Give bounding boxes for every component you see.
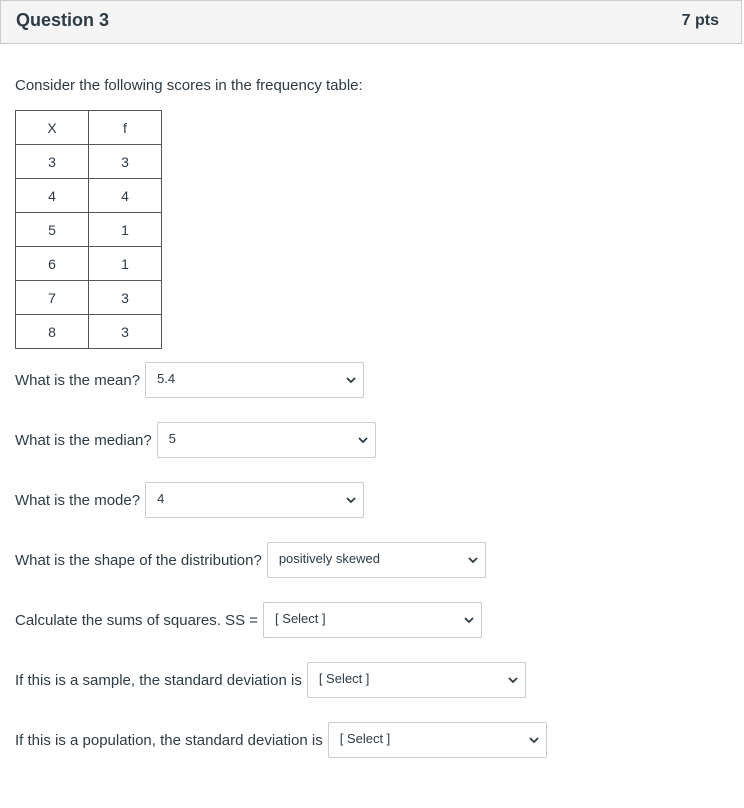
chevron-down-icon [346,375,356,385]
table-cell-x: 3 [16,145,89,179]
table-cell-f: 4 [89,179,162,213]
ss-select[interactable] [263,602,482,638]
ss-label: Calculate the sums of squares. SS = [15,611,259,629]
population-sd-label: If this is a population, the standard deviation is [15,731,323,749]
table-cell-x: 5 [16,213,89,247]
table-cell-f: 3 [89,281,162,315]
table-row [16,315,162,349]
frequency-table [15,110,162,349]
sample-sd-select[interactable] [307,662,526,698]
ss-question [15,601,482,639]
ss-selected-value: [ Select ] [275,611,326,626]
table-row [16,145,162,179]
question-intro: Consider the following scores in the frequency table: [15,77,363,94]
shape-select[interactable] [267,542,486,578]
chevron-down-icon [346,495,356,505]
chevron-down-icon [464,615,474,625]
shape-selected-value: positively skewed [278,551,380,566]
table-cell-x: 4 [16,179,89,213]
sample-sd-selected-value: [ Select ] [318,671,370,686]
question-points: 7 pts [681,12,719,29]
chevron-down-icon [508,675,518,685]
median-select[interactable] [157,422,376,458]
question-header [0,0,742,44]
table-row [16,213,162,247]
table-row [16,179,162,213]
table-cell-f: 3 [89,145,162,179]
chevron-down-icon [529,735,539,745]
shape-label: What is the shape of the distribution? [15,551,262,569]
table-cell-f: 1 [89,247,162,281]
median-label: What is the median? [15,431,152,449]
population-sd-select[interactable] [328,722,547,758]
population-sd-selected-value: [ Select ] [339,731,391,746]
table-cell-x: 7 [16,281,89,315]
chevron-down-icon [358,435,368,445]
sample-sd-label: If this is a sample, the standard deviation is [15,671,302,689]
table-row [16,281,162,315]
table-row [16,247,162,281]
mode-select[interactable] [145,482,364,518]
median-question [15,421,376,459]
shape-question [15,541,486,579]
mode-question [15,481,364,519]
table-cell-f: 1 [89,213,162,247]
table-cell-f: 3 [89,315,162,349]
column-header-f: f [89,111,162,145]
median-selected-value: 5 [168,431,176,446]
table-header-row [16,111,162,145]
table-cell-x: 8 [16,315,89,349]
table-cell-x: 6 [16,247,89,281]
mode-selected-value: 4 [157,491,165,506]
column-header-x: X [16,111,89,145]
mean-selected-value: 5.4 [157,371,176,386]
mean-select[interactable] [145,362,364,398]
population-sd-question [15,721,547,759]
chevron-down-icon [468,555,478,565]
sample-sd-question [15,661,526,699]
mean-question [15,361,364,399]
question-title: Question 3 [16,10,110,30]
mean-label: What is the mean? [15,371,141,389]
mode-label: What is the mode? [15,491,141,509]
